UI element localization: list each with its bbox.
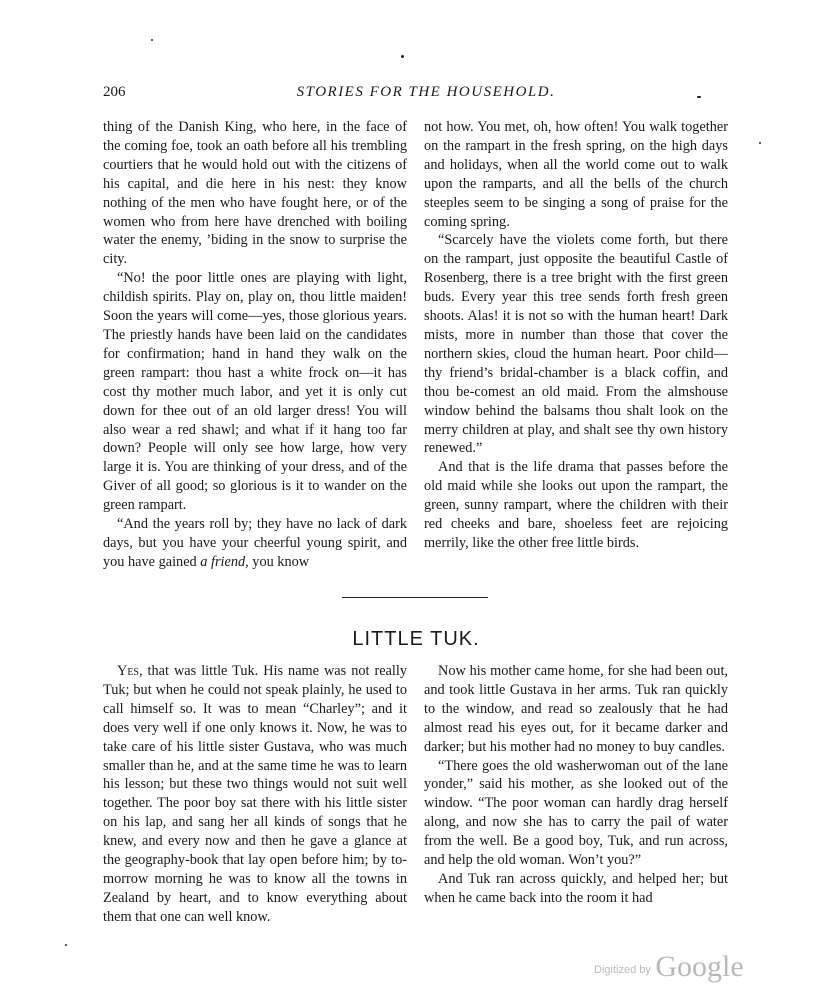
paragraph (103, 662, 407, 927)
scan-speck (65, 944, 67, 946)
running-head: STORIES FOR THE HOUSEHOLD. (296, 84, 556, 100)
watermark-prefix: Digitized by (594, 964, 651, 976)
story2-column-left (103, 662, 407, 927)
section-divider (342, 597, 488, 598)
story1-column-right (424, 118, 728, 553)
text-run: “And the years roll by; they have no lack of dark days, but you have your cheerful young spirit, and you have gained (103, 516, 407, 570)
scan-speck (697, 96, 701, 98)
scan-speck (151, 39, 153, 41)
paragraph: Now his mother came home, for she had been out, and took little Gustava in her arms. Tuk ran quickly to the window, and read so zealously that he had almost read his eyes out, for it became darker and darker; but his mother had no money to buy candles. (424, 663, 728, 755)
scan-speck (401, 55, 404, 58)
digitized-by-google-watermark (594, 950, 744, 984)
text-run: , you know (245, 553, 310, 570)
paragraph: “There goes the old washerwoman out of the lane yonder,” said his mother, as she looked out of the window. “The poor woman can hardly drag herself along, and now she has to carry the pail of water from the well. Be a good boy, Tuk, and run across, and help the old woman. Won’t you?” (424, 757, 728, 869)
story1-column-left (103, 118, 407, 572)
text-run: that was little Tuk. His name was not really Tuk; but when he could not speak plainly, he used to call himself so. It was to mean “Charley”; and it does very well if one only knows it. Now, he was to take care of his little sister Gustava, who was much smaller than he, and at the same time he was to learn his lesson; but these two things would not suit well together. The poor boy sat there with his little sister on his lap, and sang her all kinds of songs that he knew, and every now and then he gave a glance at the geography-book that lay open before him; by to-morrow morning he was to know all the towns in Zealand by heart, and to know everything about them that one can well know. (103, 663, 407, 925)
paragraph: And Tuk ran across quickly, and helped her; but when he came back into the room it had (424, 870, 728, 906)
paragraph: “Scarcely have the violets come forth, but there on the rampart, just opposite the beautiful Castle of Rosenberg, there is a tree bright with the first green buds. Every year this tree sends forth fresh green shoots. Alas! it is not so with the human heart! Dark mists, more in number than those that cover the northern skies, cloud the human heart. Poor child—thy friend’s bridal-chamber is a black coffin, and thou be-comest an old maid. From the almshouse window behind the balsams thou shalt look on the merry children at play, and shalt see thy own history renewed.” (424, 232, 728, 457)
paragraph: thing of the Danish King, who here, in the face of the coming foe, took an oath before all his trembling courtiers that he would hold out with the citizens of his capital, and die here in his nest: they know nothing of the men who have fought here, or of the women who from here have drenched with boiling water the enemy, ’biding in the snow to surprise the city. (103, 119, 407, 268)
story2-column-right (424, 662, 728, 908)
watermark-brand: Google (655, 950, 744, 983)
paragraph: not how. You met, oh, how often! You walk together on the rampart in the fresh spring, on the high days and holidays, when all the world come out to walk upon the ramparts, and all the bells of the church steeples seem to be singing a song of praise for the coming spring. (424, 119, 728, 230)
paragraph (103, 515, 407, 572)
emphasis: a friend (200, 553, 246, 570)
paragraph: And that is the life drama that passes before the old maid while she looks out upon the rampart, the green, sunny rampart, where the children with their red cheeks and bare, shoeless feet are rejoicing merrily, like the other free little birds. (424, 459, 728, 551)
paragraph: “No! the poor little ones are playing with light, childish spirits. Play on, play on, thou little maiden! Soon the years will come—yes, those glorious years. The priestly hands have been laid on the candidates for confirmation; hand in hand they walk on the green rampart: thou hast a white frock on—it has cost thy mother much labor, and yet it is only cut down for thee out of an old larger dress! You will also wear a red shawl; and what if it hang too far down? People will only see how large, how very large it is. You are thinking of your dress, and of the Giver of all good; so glorious is it to wander on the green rampart. (103, 270, 407, 514)
story-title: LITTLE TUK. (352, 628, 480, 650)
scan-speck (759, 142, 761, 144)
page-number: 206 (103, 84, 126, 100)
lead-word: Yes, (117, 663, 143, 679)
